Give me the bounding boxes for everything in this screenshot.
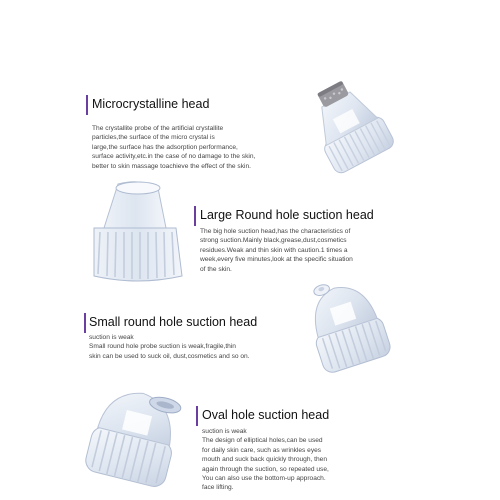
section-3-line: skin can be used to suck oil, dust,cosmetics and so on.: [89, 352, 250, 360]
section-3-description: [89, 333, 250, 361]
small-round-suction-head-icon: [294, 268, 400, 376]
section-1-accent-bar: [86, 95, 88, 115]
section-4-line: again through the suction, so repeated use,: [202, 465, 329, 473]
section-4-line: mouth and suck back quickly through, then: [202, 456, 327, 464]
section-2-line: strong suction.Mainly black,grease,dust,cosmetics: [200, 237, 347, 245]
section-2-line: residues.Weak and thin skin with caution.1 times a: [200, 246, 348, 254]
section-2-line: The big hole suction head,has the characteristics of: [200, 228, 351, 235]
section-4-line: face lifting.: [202, 484, 234, 492]
section-1-line: large,the surface has the adsorption performance,: [92, 143, 238, 151]
section-2-line: of the skin.: [200, 265, 232, 273]
section-2-accent-bar: [194, 206, 196, 226]
oval-suction-head-icon: [80, 380, 202, 492]
section-4-accent-bar: [196, 406, 198, 426]
section-1-title: Microcrystalline head: [92, 97, 210, 111]
section-2-description: [200, 227, 353, 274]
section-1-description: [92, 124, 255, 171]
section-4-line: The design of elliptical holes,can be used: [202, 437, 323, 445]
section-1-line: particles,the surface of the micro crystal is: [92, 134, 215, 142]
microcrystalline-probe-head-icon: [290, 62, 402, 180]
section-3-line: Small round hole probe suction is weak,fragile,thin: [89, 343, 236, 351]
large-round-suction-head-icon: [78, 178, 200, 288]
section-3-title: Small round hole suction head: [89, 315, 258, 329]
section-2-line: week,every five minutes,look at the specific situation: [200, 256, 353, 264]
section-4-line: You can also use the bottom-up approach.: [202, 475, 326, 483]
section-4-line: for daily skin care, such as wrinkles eyes: [202, 446, 322, 454]
section-1-line: better to skin massage toachieve the effect of the skin.: [92, 162, 251, 170]
section-1-line: surface activity,etc.in the case of no damage to the skin,: [92, 153, 256, 161]
section-3-line: suction is weak: [89, 334, 134, 341]
section-3-accent-bar: [84, 313, 86, 333]
section-1-line: The crystallite probe of the artificial crystallite: [92, 125, 224, 132]
section-4-line: suction is weak: [202, 428, 247, 435]
section-4-description: [202, 427, 329, 493]
section-4-title: Oval hole suction head: [202, 408, 330, 422]
section-2-title: Large Round hole suction head: [200, 208, 374, 222]
